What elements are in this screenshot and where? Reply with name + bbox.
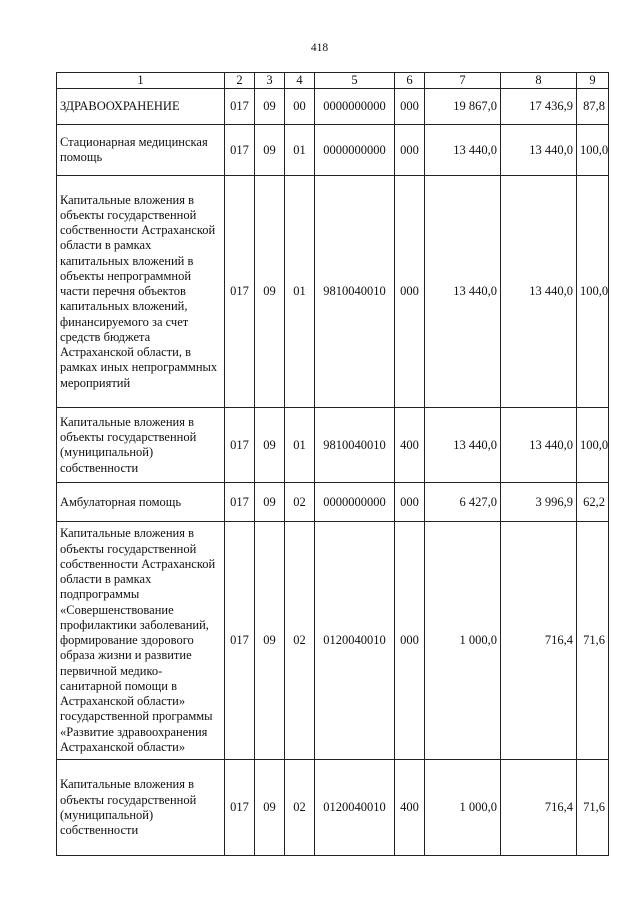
cell-c8: 13 440,0 [501,125,577,176]
header-cell: 1 [57,73,225,89]
cell-c8: 716,4 [501,522,577,760]
cell-c4: 02 [285,483,315,522]
cell-c9: 87,8 [577,89,609,125]
cell-c5: 0000000000 [315,125,395,176]
cell-c3: 09 [255,408,285,483]
cell-c7: 13 440,0 [425,408,501,483]
header-cell: 8 [501,73,577,89]
cell-c2: 017 [225,483,255,522]
cell-c8: 3 996,9 [501,483,577,522]
cell-c4: 01 [285,176,315,408]
cell-c3: 09 [255,760,285,856]
header-cell: 4 [285,73,315,89]
cell-c9: 71,6 [577,760,609,856]
cell-c2: 017 [225,176,255,408]
cell-c7: 1 000,0 [425,760,501,856]
cell-c8: 17 436,9 [501,89,577,125]
cell-c5: 0000000000 [315,483,395,522]
cell-c7: 13 440,0 [425,125,501,176]
cell-c5: 0000000000 [315,89,395,125]
cell-c4: 02 [285,760,315,856]
row-name: Капитальные вложения в объекты государственной собственности Астраханской области в рамках капитальных вложений в объекты непрограммной части перечня объектов капитальных вложений, финансируемого за счет средств бюджета Астраханской области, в рамках иных непрограммных мероприятий [57,176,225,408]
cell-c2: 017 [225,522,255,760]
cell-c5: 0120040010 [315,760,395,856]
table-row [57,408,609,483]
cell-c4: 01 [285,408,315,483]
cell-c3: 09 [255,483,285,522]
cell-c5: 9810040010 [315,176,395,408]
cell-c2: 017 [225,760,255,856]
cell-c8: 716,4 [501,760,577,856]
row-name: ЗДРАВООХРАНЕНИЕ [57,89,225,125]
cell-c6: 000 [395,89,425,125]
cell-c7: 13 440,0 [425,176,501,408]
row-name: Амбулаторная помощь [57,483,225,522]
table-row [57,89,609,125]
cell-c6: 000 [395,522,425,760]
header-cell: 7 [425,73,501,89]
table-row [57,125,609,176]
cell-c3: 09 [255,176,285,408]
row-name: Стационарная медицинская помощь [57,125,225,176]
cell-c3: 09 [255,89,285,125]
table-row [57,483,609,522]
page-number: 418 [310,42,329,54]
budget-table [56,72,609,856]
cell-c6: 400 [395,408,425,483]
cell-c8: 13 440,0 [501,408,577,483]
header-row [57,73,609,89]
cell-c7: 19 867,0 [425,89,501,125]
cell-c5: 0120040010 [315,522,395,760]
table-row [57,760,609,856]
cell-c4: 02 [285,522,315,760]
cell-c9: 62,2 [577,483,609,522]
cell-c7: 1 000,0 [425,522,501,760]
row-name: Капитальные вложения в объекты государственной (муниципальной) собственности [57,760,225,856]
cell-c2: 017 [225,125,255,176]
header-cell: 9 [577,73,609,89]
cell-c2: 017 [225,89,255,125]
cell-c6: 000 [395,176,425,408]
row-name: Капитальные вложения в объекты государственной (муниципальной) собственности [57,408,225,483]
cell-c9: 71,6 [577,522,609,760]
cell-c6: 000 [395,125,425,176]
cell-c9: 100,0 [577,408,609,483]
cell-c7: 6 427,0 [425,483,501,522]
header-cell: 3 [255,73,285,89]
cell-c9: 100,0 [577,176,609,408]
header-cell: 6 [395,73,425,89]
table-row [57,176,609,408]
header-cell: 5 [315,73,395,89]
cell-c4: 00 [285,89,315,125]
row-name: Капитальные вложения в объекты государственной собственности Астраханской области в рамках подпрограммы «Совершенствование профилактики заболеваний, формирование здорового образа жизни и развитие первичной медико-санитарной помощи в Астраханской области» государственной программы «Развитие здравоохранения Астраханской области» [57,522,225,760]
cell-c2: 017 [225,408,255,483]
header-cell: 2 [225,73,255,89]
cell-c3: 09 [255,125,285,176]
cell-c5: 9810040010 [315,408,395,483]
cell-c3: 09 [255,522,285,760]
cell-c9: 100,0 [577,125,609,176]
cell-c4: 01 [285,125,315,176]
cell-c6: 000 [395,483,425,522]
table-row [57,522,609,760]
cell-c6: 400 [395,760,425,856]
cell-c8: 13 440,0 [501,176,577,408]
